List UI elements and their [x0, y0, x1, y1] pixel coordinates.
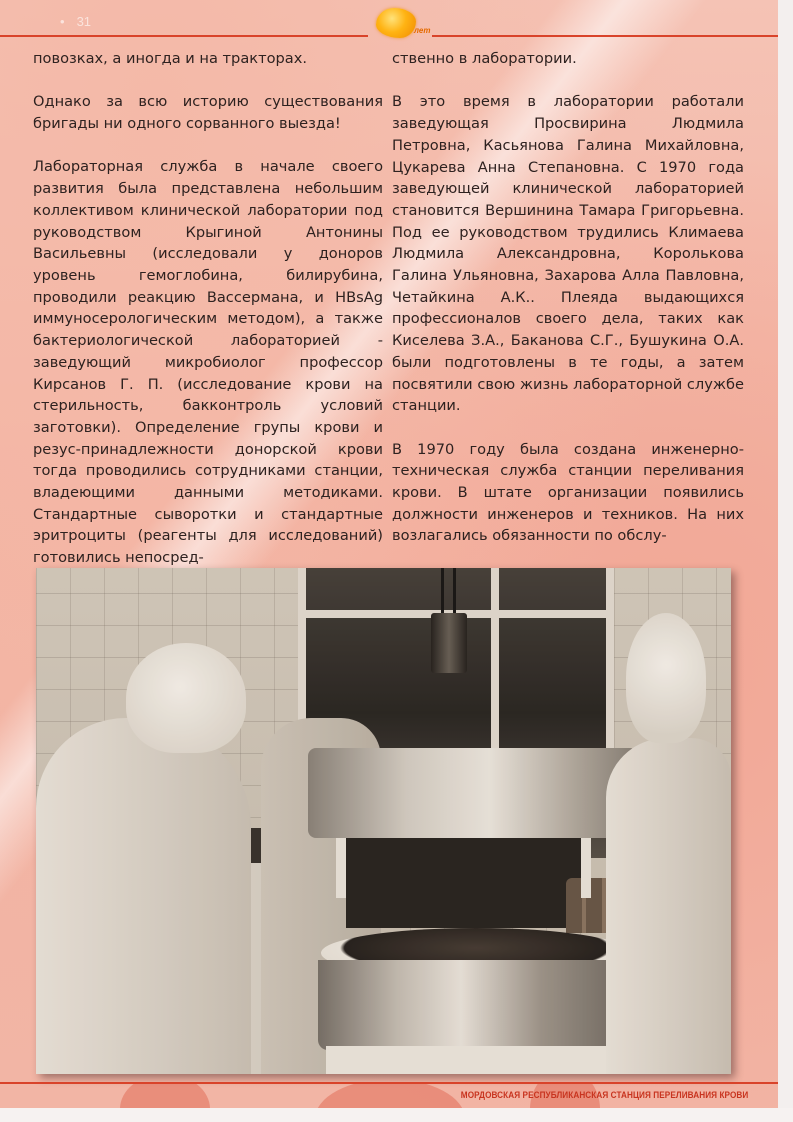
page-margin-right — [778, 0, 793, 1122]
logo-suffix: лет — [414, 26, 431, 35]
page-number — [60, 14, 91, 29]
paragraph: Лабораторная служба в начале своего развития была представлена небольшим коллективом клинической лаборатории под руководством Крыгиной Антонины Васильевны (исследовали у доноров уровень гемоглобина, билирубина, проводили реакцию Вассермана, и HBsAg иммуносерологическим методом), а также бактериологической лабораторией - заведующий микробиолог профессор Кирсанов Г. П. (исследование крови на стерильность, бакконтроль условий заготовки). Определение групы крови и резус-принадлежности донорской крови тогда проводились сотрудниками станции, владеющими данными методиками. Стандартные сыворотки и стандартные эритроциты (реагенты для исследований) готовились непосред- — [33, 158, 383, 567]
paragraph: В 1970 году была создана инженерно-техническая служба станции переливания крови. В штате организации появились должности инженеров и техников. На них возлагались обязанности по обслу- — [392, 440, 744, 545]
text-column-left — [33, 48, 383, 569]
paragraph: В это время в лаборатории работали заведующая Просвирина Людмила Петровна, Касьянова Галина Михайловна, Цукарева Анна Степановна. С 1970 года заведующей клинической лабораторией становится Вершинина Тамара Григорьевна. Под ее руководством трудились Климаева Людмила Александровна, Королькова Галина Ульяновна, Захарова Алла Павловна, Четайкина А.К.. Плеяда выдающихся профессионалов своего дела, таких как Киселева З.А., Баканова С.Г., Бушукина О.А. были подготовлены в те годы, а затем посвятили свою жизнь лабораторной службе станции. — [392, 93, 744, 415]
header-rule-left — [0, 35, 368, 37]
anniversary-logo-icon — [374, 6, 431, 44]
paragraph: Однако за всю историю существования бригады ни одного сорванного выезда! — [33, 93, 383, 133]
footer-organization-name: МОРДОВСКАЯ РЕСПУБЛИКАНСКАЯ СТАНЦИЯ ПЕРЕЛИВАНИЯ КРОВИ — [460, 1090, 748, 1101]
paragraph: повозках, а иногда и на тракторах. — [33, 50, 307, 67]
header-rule-right — [432, 35, 778, 37]
page-margin-bottom — [0, 1108, 793, 1122]
deco-circle — [120, 1084, 210, 1108]
sepia-overlay — [36, 568, 731, 1074]
deco-circle — [315, 1084, 465, 1108]
archival-lab-photo — [36, 568, 731, 1074]
logo-50-shape — [376, 8, 416, 38]
text-column-right — [392, 48, 744, 547]
bullet-icon: • — [60, 14, 65, 29]
page-number-value: 31 — [76, 14, 92, 29]
paragraph: ственно в лаборатории. — [392, 50, 577, 67]
